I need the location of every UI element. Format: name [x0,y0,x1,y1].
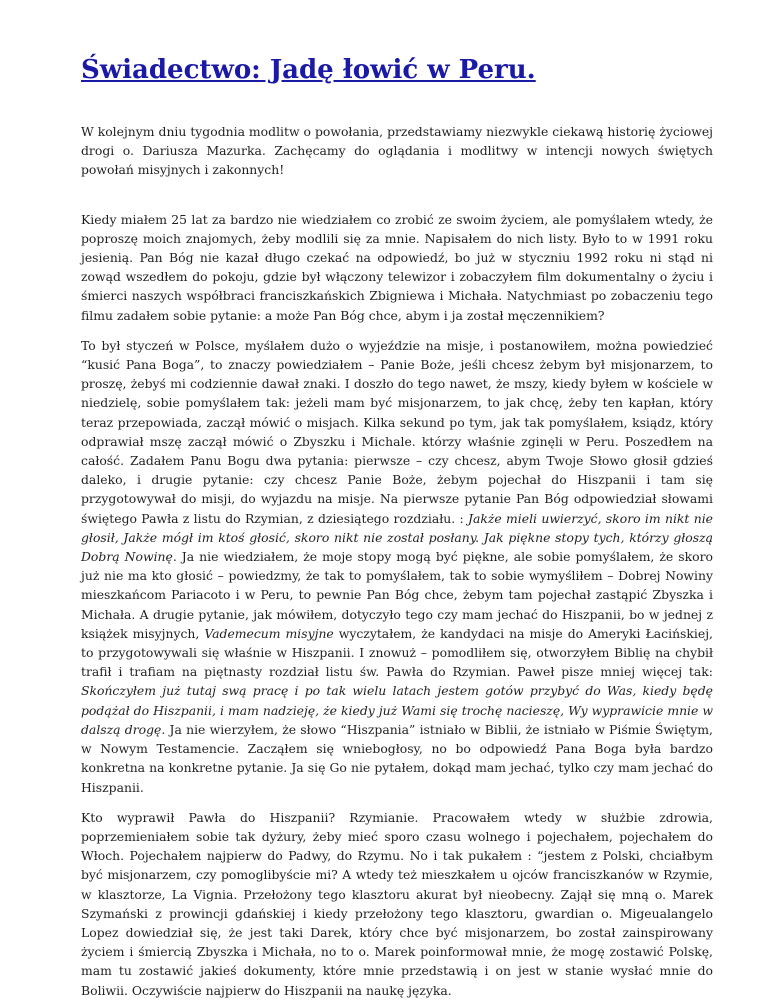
paragraph-1: Kiedy miałem 25 lat za bardzo nie wiedziałem co zrobić ze swoim życiem, ale pomyślałem wtedy, że poproszę moich znajomych, żeby modlili się za mnie. Napisałem do nich listy. Było to w 1991 roku jesienią. Pan Bóg nie kazał długo czekać na odpowiedź, bo już w styczniu 1992 roku ni stąd ni zowąd wszedłem do pokoju, gdzie był włączony telewizor i zobaczyłem film dokumentalny o życiu i śmierci naszych współbraci franciszkańskich Zbigniewa i Michała. Natychmiast po zobaczeniu tego filmu zadałem sobie pytanie: a może Pan Bóg chce, abym i ja został męczennikiem? [81,211,713,323]
paragraph-2-text: . Ja nie wierzyłem, że słowo “Hiszpania” istniało w Biblii, że istniało w Piśmie Świętym, w Nowym Testamencie. Zacząłem się wniebogłosy, no bo odpowiedź Pana Boga była bardzo konkretna na konkretne pytanie. Ja się Go nie pytałem, dokąd mam jechać, tylko czy mam jechać do Hiszpanii. [81,721,713,795]
quote-romans-15: Skończyłem już tutaj swą pracę i po tak wielu latach jestem gotów przybyć do Was, kiedy będę podążał do Hiszpanii, i mam nadzieję, że kiedy już Wami się trochę nacieszę, Wy wyprawicie mnie w dalszą drogę [81,683,713,737]
paragraph-2-text: To był styczeń w Polsce, myślałem dużo o wyjeździe na misje, i postanowiłem, można powiedzieć “kusić Pana Boga”, to znaczy powiedziałem – Panie Boże, jeśli chcesz żebym był misjonarzem, to proszę, żebyś mi codziennie dawał znaki. I doszło do tego nawet, że mszy, kiedy byłem w kościele w niedzielę, sobie pomyślałem tak: jeżeli mam być misjonarzem, to jak chcę, żeby ten kapłan, który teraz przepowiada, zaczął mówić o misjach. Kilka sekund po tym, jak tak pomyślałem, ksiądz, który odprawiał mszę zaczął mówić o Zbyszku i Michale. którzy właśnie zginęli w Peru. Poszedłem na całość. Zadałem Panu Bogu dwa pytania: pierwsze – czy chcesz, abym Twoje Słowo głosił gdzieś daleko, i drugie pytanie: czy chcesz Panie Boże, żebym pojechał do Hiszpanii i tam się przygotowywał do misji, do wyjazdu na misje. Na pierwsze pytanie Pan Bóg odpowiedział słowami świętego Pawła z listu do Rzymian, z dziesiątego rozdziału. : [81,337,713,526]
paragraph-3: Kto wyprawił Pawła do Hiszpanii? Rzymianie. Pracowałem wtedy w służbie zdrowia, poprzemieniałem sobie tak dyżury, żeby mieć sporo czasu wolnego i pojechałem, pojechałem do Włoch. Pojechałem najpierw do Padwy, do Rzymu. No i tak pukałem : “jestem z Polski, chciałbym być misjonarzem, czy pomoglibyście mi? A wtedy też mieszkałem u ojców franciszkanów w Rzymie, w klasztorze, La Vignia. Przełożony tego klasztoru akurat był nieobecny. Zajął się mną o. Marek Szymański z prowincji gdańskiej i kiedy przełożony tego klasztoru, gwardian o. Migeualangelo Lopez dowiedział się, że jest taki Darek, który chce być misjonarzem, bo został zainspirowany życiem i śmiercią Zbyszka i Michała, no to o. Marek poinformował mnie, że mogę zostawić Polskę, mam tu zostawić jakieś dokumenty, które mnie przedstawią i on jest w stanie wysłać mnie do Boliwii. Oczywiście najpierw do Hiszpanii na naukę języka. [81,809,713,998]
document-page [81,50,713,1000]
paragraph-2 [81,336,713,797]
intro-paragraph: W kolejnym dniu tygodnia modlitw o powołania, przedstawiamy niezwykle ciekawą historię życiowej drogi o. Dariusza Mazurka. Zachęcamy do oglądania i modlitwy w intencji nowych świętych powołań misyjnych i zakonnych! [81,124,713,178]
paragraph-2-text: . Ja nie wiedziałem, że moje stopy mogą być piękne, ale sobie pomyślałem, że skoro już nie ma kto głosić – powiedzmy, że tak to pomyślałem, tak to sobie wymyśliłem – Dobrej Nowiny mieszkańcom Pariacoto i w Peru, to pewnie Pan Bóg chce, żebym tam pojechał zastąpić Zbyszka i Michała. A drugie pytanie, jak mówiłem, dotyczyło tego czy mam jechać do Hiszpanii, bo w jednej z książek misyjnych, [81,549,713,641]
paragraph-2-text: wyczytałem, że kandydaci na misje do Ameryki Łacińskiej, to przygotowywali się właśnie w Hiszpanii. I znowuż – pomodliłem się, otworzyłem Biblię na chybił trafił i trafiam na piętnasty rozdział listu św. Pawła do Rzymian. Paweł pisze mniej więcej tak: [81,625,713,680]
book-title: Vademecum misyjne [204,625,334,641]
page-title-link[interactable]: Świadectwo: Jadę łowić w Peru. [81,55,536,85]
quote-romans-10: Jakże mieli uwierzyć, skoro im nikt nie głosił, Jakże mógł im ktoś głosić, skoro nikt nie został posłany. Jak piękne stopy tych, którzy głoszą Dobrą Nowinę [81,510,714,565]
